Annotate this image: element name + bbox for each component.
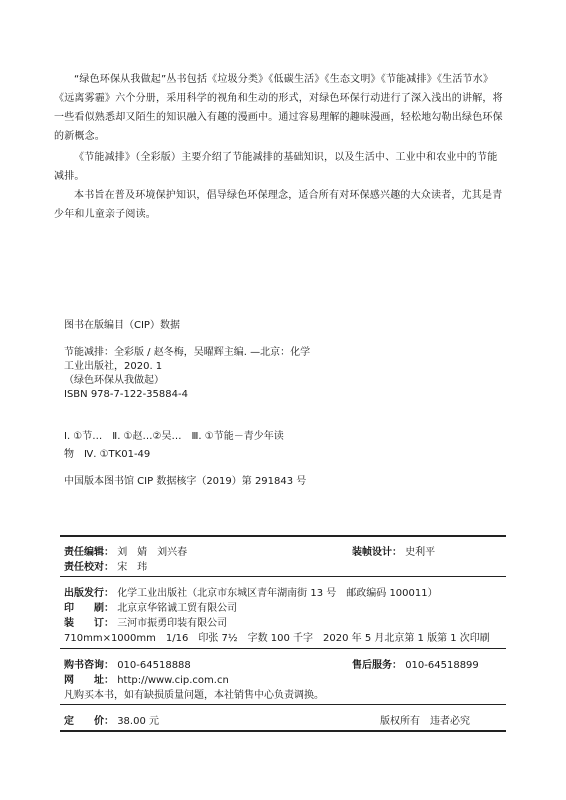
cip-data-number: 中国版本图书馆 CIP 数据核字（2019）第 291843 号 <box>64 476 307 487</box>
design-value: 史利平 <box>405 547 436 558</box>
service-label: 售后服务： <box>352 660 402 671</box>
format-edition-line: 710mm×1000mm 1/16 印张 7½ 字数 100 千字 2020 年 5 月北京第 1 版第 1 次印刷 <box>64 633 490 644</box>
buy-value: 010-64518888 <box>117 660 191 671</box>
cip-line: （绿色环保从我做起） <box>64 375 164 386</box>
bind-value: 三河市振勇印装有限公司 <box>117 618 228 629</box>
binder <box>64 614 227 629</box>
editor-value: 刘 婧 刘兴春 <box>117 547 188 558</box>
editor-label: 责任编辑： <box>64 547 114 558</box>
price-value: 38.00 元 <box>117 716 159 727</box>
web-value: http://www.cip.com.cn <box>117 675 229 686</box>
cover-designer <box>352 543 435 558</box>
series-intro-paragraph: “绿色环保从我做起”丛书包括《垃圾分类》《低碳生活》《生态文明》《节能减排》《生活节水》《远离雾霾》六个分册，采用科学的视角和生动的形式，对绿色环保行动进行了深入浅出的讲解，将一些看似熟悉却又陌生的知识融入有趣的漫画中。通过容易理解的趣味漫画，轻松地勾勒出绿色环保的新概念。 <box>54 74 503 142</box>
copyright-notice: 版权所有 违者必究 <box>380 716 470 727</box>
after-sales-contact <box>352 656 479 671</box>
divider <box>60 576 506 577</box>
proof-label: 责任校对： <box>64 562 114 573</box>
responsible-editor <box>64 543 187 558</box>
web-label: 网 址： <box>64 675 114 686</box>
replacement-notice: 凡购买本书，如有缺损质量问题，本社销售中心负责调换。 <box>64 690 324 701</box>
book-summary-paragraph: 《节能减排》（全彩版）主要介绍了节能减排的基础知识，以及生活中、工业中和农业中的节能减排。 <box>54 152 498 182</box>
print-label: 印 刷： <box>64 603 114 614</box>
proof-value: 宋 玮 <box>117 562 148 573</box>
cip-record <box>64 346 404 402</box>
buy-label: 购书咨询： <box>64 660 114 671</box>
printer <box>64 599 237 614</box>
cip-classification <box>64 428 384 464</box>
publisher <box>64 584 438 599</box>
purchase-contact <box>64 656 191 671</box>
divider <box>60 730 506 732</box>
bind-label: 装 订： <box>64 618 114 629</box>
publisher-label: 出版发行： <box>64 588 114 599</box>
service-value: 010-64518899 <box>405 660 479 671</box>
design-label: 装帧设计： <box>352 547 402 558</box>
proofreader <box>64 558 147 573</box>
website <box>64 671 229 686</box>
cip-line: 工业出版社，2020. 1 <box>64 361 163 372</box>
audience-paragraph: 本书旨在普及环境保护知识，倡导绿色环保理念，适合所有对环保感兴趣的大众读者，尤其是青少年和儿童亲子阅读。 <box>54 190 503 220</box>
divider <box>60 704 506 705</box>
price-label: 定 价： <box>64 716 114 727</box>
cip-isbn: ISBN 978-7-122-35884-4 <box>64 389 188 400</box>
print-value: 北京京华铭诚工贸有限公司 <box>117 603 238 614</box>
cip-line: 节能减排：全彩版 / 赵冬梅，吴曜辉主编. —北京：化学 <box>64 347 311 358</box>
divider <box>60 535 506 537</box>
price <box>64 712 159 727</box>
publisher-value: 化学工业出版社（北京市东城区青年湖南街 13 号 邮政编码 100011） <box>117 588 438 599</box>
cip-class-line: 物 Ⅳ. ①TK01-49 <box>64 449 151 460</box>
cip-class-line: Ⅰ. ①节… Ⅱ. ①赵…②吴… Ⅲ. ①节能－青少年读 <box>64 431 284 442</box>
cip-title: 图书在版编目（CIP）数据 <box>64 320 180 331</box>
divider <box>60 648 506 649</box>
